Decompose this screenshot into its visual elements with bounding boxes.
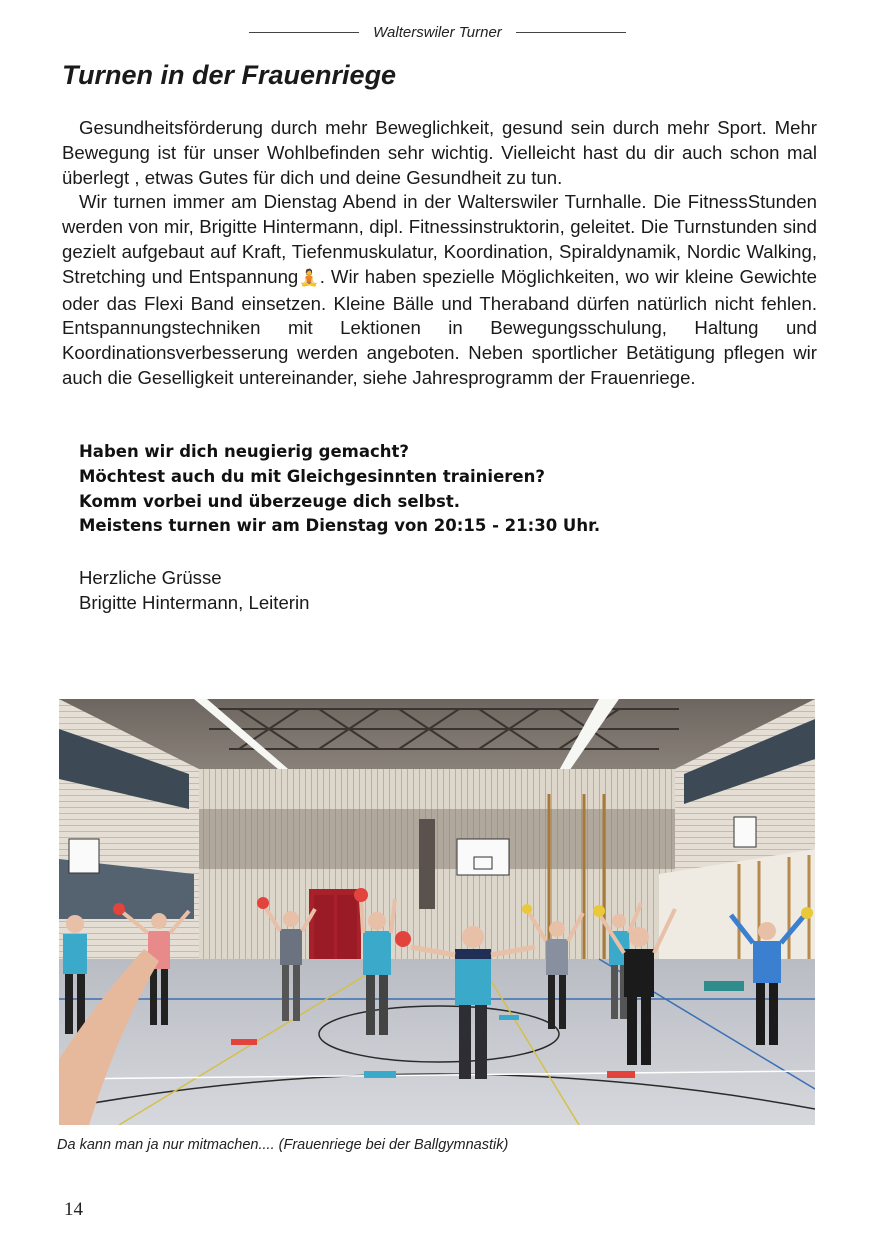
- paragraph-2-text-a: Wir turnen immer am Dienstag Abend in der Walterswiler Turnhalle. Die FitnessStunden werden von mir, Brigitte Hintermann, dipl. Fitnessinstruktorin, geleitet. Die Turnstunden sind gezielt aufgebaut auf Kraft, Tiefenmuskulatur, Koordination, Spiraldynamik, Nordic Walking, Stretching und Entspannung: [62, 191, 817, 287]
- running-header: [0, 24, 875, 41]
- meditation-emoji-icon: 🧘: [298, 269, 320, 287]
- cta-line: Haben wir dich neugierig gemacht?: [79, 442, 409, 461]
- gym-photo-illustration: [59, 699, 815, 1125]
- paragraph-2-text-b: . Wir haben spezielle Möglichkeiten, wo wir kleine Gewichte oder das Flexi Band einsetzen. Kleine Bälle und Theraband dürfen natürlich nicht fehlen. Entspannungstechniken mit Lektionen in Bewegungsschulung, Haltung und Koordinationsverbesserung werden angeboten. Neben sportlicher Betätigung pflegen wir auch die Geselligkeit untereinander, siehe Jahresprogramm der Frauenriege.: [62, 265, 818, 388]
- cta-line: Meistens turnen wir am Dienstag von 20:15 - 21:30 Uhr.: [79, 516, 601, 536]
- photo-caption: Da kann man ja nur mitmachen.... (Frauenriege bei der Ballgymnastik): [57, 1137, 509, 1153]
- page-title: Turnen in der Frauenriege: [62, 60, 397, 90]
- cta-line: Möchtest auch du mit Gleichgesinnten trainieren?: [79, 466, 545, 486]
- header-rule-right: [516, 32, 626, 33]
- cta-line: Komm vorbei und überzeuge dich selbst.: [79, 491, 461, 511]
- article-body: [62, 116, 817, 391]
- signoff-name: Brigitte Hintermann, Leiterin: [79, 591, 310, 613]
- signoff: [79, 566, 309, 616]
- call-to-action: [79, 440, 600, 539]
- paragraph-2: [62, 190, 817, 390]
- signoff-greeting: Herzliche Grüsse: [79, 567, 222, 588]
- page-number: 14: [64, 1199, 83, 1220]
- paragraph-1: Gesundheitsförderung durch mehr Beweglichkeit, gesund sein durch mehr Sport. Mehr Bewegung ist für unser Wohlbefinden sehr wichtig. Vielleicht hast du dir auch schon mal überlegt , etwas Gutes für dich und deine Gesundheit zu tun.: [62, 117, 817, 188]
- running-header-text: Walterswiler Turner: [373, 24, 502, 41]
- header-rule-left: [249, 32, 359, 33]
- gym-photo: [59, 699, 815, 1125]
